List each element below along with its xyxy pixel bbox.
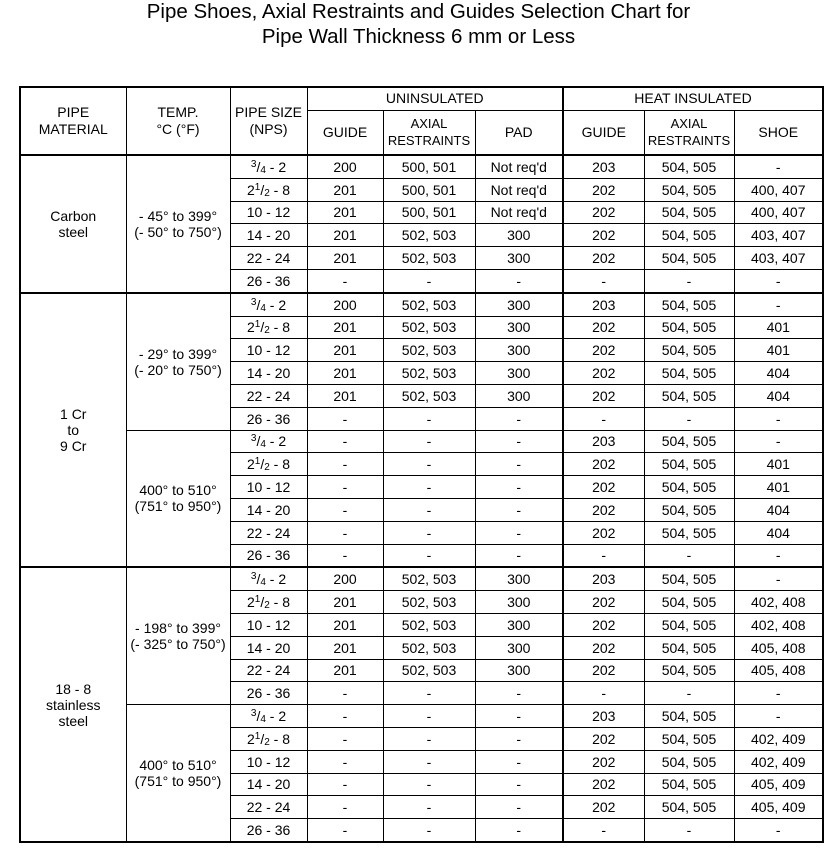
title-line-2: Pipe Wall Thickness 6 mm or Less xyxy=(261,25,576,48)
insulated-axial-cell: 504, 505 xyxy=(644,430,734,453)
pad-cell: - xyxy=(475,773,563,796)
uninsulated-guide-cell: - xyxy=(307,727,383,750)
insulated-guide-cell: 202 xyxy=(563,636,644,659)
insulated-guide-cell: - xyxy=(563,819,644,842)
shoe-cell: 404 xyxy=(734,521,823,544)
insulated-axial-cell: 504, 505 xyxy=(644,155,734,178)
pad-cell: 300 xyxy=(475,384,563,407)
insulated-guide-cell: 203 xyxy=(563,293,644,316)
insulated-guide-cell: 203 xyxy=(563,705,644,728)
uninsulated-guide-cell: - xyxy=(307,796,383,819)
header-uninsulated-axial: AXIAL RESTRAINTS xyxy=(383,110,475,155)
pipe-size-cell: 14 - 20 xyxy=(230,636,307,659)
uninsulated-axial-cell: - xyxy=(383,407,475,430)
uninsulated-guide-cell: 201 xyxy=(307,613,383,636)
pad-cell: - xyxy=(475,407,563,430)
pipe-size-cell: $2^1/_2 - 8$ xyxy=(230,178,307,201)
pipe-size-cell: $2^1/_2 - 8$ xyxy=(230,591,307,614)
insulated-axial-cell: - xyxy=(644,819,734,842)
shoe-cell: - xyxy=(734,567,823,590)
pipe-size-cell: 22 - 24 xyxy=(230,384,307,407)
header-insulated-guide: GUIDE xyxy=(563,110,644,155)
insulated-guide-cell: 202 xyxy=(563,498,644,521)
pad-cell: 300 xyxy=(475,339,563,362)
shoe-cell: - xyxy=(734,682,823,705)
uninsulated-axial-cell: - xyxy=(383,521,475,544)
shoe-cell: 402, 409 xyxy=(734,727,823,750)
pad-cell: - xyxy=(475,476,563,499)
table-row xyxy=(20,567,823,590)
uninsulated-axial-cell: - xyxy=(383,476,475,499)
insulated-axial-cell: 504, 505 xyxy=(644,201,734,224)
uninsulated-guide-cell: 200 xyxy=(307,155,383,178)
pad-cell: - xyxy=(475,453,563,476)
temp-range-cell: - 45° to 399° (- 50° to 750°) xyxy=(126,155,230,293)
pad-cell: 300 xyxy=(475,659,563,682)
insulated-guide-cell: 202 xyxy=(563,178,644,201)
insulated-guide-cell: 202 xyxy=(563,362,644,385)
insulated-guide-cell: 202 xyxy=(563,750,644,773)
uninsulated-axial-cell: 502, 503 xyxy=(383,613,475,636)
header-shoe: SHOE xyxy=(734,110,823,155)
insulated-guide-cell: 202 xyxy=(563,201,644,224)
uninsulated-guide-cell: - xyxy=(307,773,383,796)
pipe-size-cell: $^3/_4 - 2$ xyxy=(230,155,307,178)
shoe-cell: - xyxy=(734,544,823,567)
pipe-size-cell: 10 - 12 xyxy=(230,201,307,224)
header-insulated-axial: AXIAL RESTRAINTS xyxy=(644,110,734,155)
pipe-size-cell: 26 - 36 xyxy=(230,819,307,842)
uninsulated-guide-cell: 200 xyxy=(307,567,383,590)
pipe-size-cell: $^3/_4 - 2$ xyxy=(230,567,307,590)
uninsulated-axial-cell: 502, 503 xyxy=(383,567,475,590)
insulated-guide-cell: 202 xyxy=(563,316,644,339)
shoe-cell: 404 xyxy=(734,384,823,407)
uninsulated-guide-cell: - xyxy=(307,453,383,476)
uninsulated-guide-cell: 201 xyxy=(307,247,383,270)
pad-cell: 300 xyxy=(475,224,563,247)
insulated-guide-cell: 202 xyxy=(563,659,644,682)
insulated-guide-cell: 202 xyxy=(563,339,644,362)
uninsulated-axial-cell: - xyxy=(383,544,475,567)
pipe-size-cell: 26 - 36 xyxy=(230,407,307,430)
shoe-cell: 402, 409 xyxy=(734,750,823,773)
shoe-cell: 400, 407 xyxy=(734,201,823,224)
uninsulated-axial-cell: 502, 503 xyxy=(383,339,475,362)
pad-cell: 300 xyxy=(475,567,563,590)
insulated-axial-cell: 504, 505 xyxy=(644,636,734,659)
pad-cell: - xyxy=(475,705,563,728)
uninsulated-axial-cell: - xyxy=(383,796,475,819)
insulated-guide-cell: 202 xyxy=(563,773,644,796)
uninsulated-guide-cell: - xyxy=(307,476,383,499)
uninsulated-axial-cell: 502, 503 xyxy=(383,247,475,270)
insulated-guide-cell: 202 xyxy=(563,613,644,636)
shoe-cell: - xyxy=(734,155,823,178)
uninsulated-guide-cell: - xyxy=(307,498,383,521)
pipe-size-cell: $2^1/_2 - 8$ xyxy=(230,727,307,750)
material-cell: 1 Cr to 9 Cr xyxy=(20,293,126,568)
uninsulated-axial-cell: 502, 503 xyxy=(383,293,475,316)
insulated-guide-cell: 202 xyxy=(563,521,644,544)
shoe-cell: - xyxy=(734,407,823,430)
pipe-size-cell: 22 - 24 xyxy=(230,659,307,682)
uninsulated-axial-cell: 502, 503 xyxy=(383,659,475,682)
insulated-axial-cell: 504, 505 xyxy=(644,224,734,247)
shoe-cell: 401 xyxy=(734,453,823,476)
insulated-guide-cell: - xyxy=(563,682,644,705)
pad-cell: - xyxy=(475,750,563,773)
pad-cell: 300 xyxy=(475,316,563,339)
uninsulated-axial-cell: 502, 503 xyxy=(383,316,475,339)
header-temp: TEMP. °C (°F) xyxy=(126,87,230,155)
shoe-cell: 402, 408 xyxy=(734,591,823,614)
pad-cell: 300 xyxy=(475,636,563,659)
shoe-cell: 405, 409 xyxy=(734,773,823,796)
uninsulated-axial-cell: - xyxy=(383,773,475,796)
table-row xyxy=(20,430,823,453)
uninsulated-guide-cell: 201 xyxy=(307,591,383,614)
uninsulated-guide-cell: - xyxy=(307,407,383,430)
uninsulated-axial-cell: - xyxy=(383,750,475,773)
pipe-size-cell: 14 - 20 xyxy=(230,498,307,521)
uninsulated-guide-cell: - xyxy=(307,521,383,544)
selection-table xyxy=(19,86,824,843)
title-line-1: Pipe Shoes, Axial Restraints and Guides Selection Chart for xyxy=(146,0,691,23)
insulated-axial-cell: 504, 505 xyxy=(644,773,734,796)
uninsulated-axial-cell: 500, 501 xyxy=(383,201,475,224)
uninsulated-guide-cell: 201 xyxy=(307,339,383,362)
insulated-axial-cell: 504, 505 xyxy=(644,498,734,521)
uninsulated-guide-cell: 201 xyxy=(307,362,383,385)
uninsulated-guide-cell: 200 xyxy=(307,293,383,316)
uninsulated-guide-cell: - xyxy=(307,544,383,567)
header-pipe-material: PIPE MATERIAL xyxy=(20,87,126,155)
insulated-axial-cell: 504, 505 xyxy=(644,316,734,339)
pipe-size-cell: 26 - 36 xyxy=(230,682,307,705)
insulated-axial-cell: 504, 505 xyxy=(644,521,734,544)
insulated-axial-cell: - xyxy=(644,269,734,292)
uninsulated-axial-cell: 502, 503 xyxy=(383,224,475,247)
uninsulated-guide-cell: - xyxy=(307,819,383,842)
insulated-guide-cell: - xyxy=(563,269,644,292)
uninsulated-axial-cell: - xyxy=(383,682,475,705)
table-row xyxy=(20,155,823,178)
insulated-guide-cell: 202 xyxy=(563,727,644,750)
uninsulated-axial-cell: - xyxy=(383,498,475,521)
pipe-size-cell: $2^1/_2 - 8$ xyxy=(230,316,307,339)
uninsulated-guide-cell: - xyxy=(307,430,383,453)
uninsulated-axial-cell: - xyxy=(383,269,475,292)
pipe-size-cell: $2^1/_2 - 8$ xyxy=(230,453,307,476)
shoe-cell: 405, 408 xyxy=(734,636,823,659)
pipe-size-cell: $^3/_4 - 2$ xyxy=(230,705,307,728)
pipe-size-cell: 22 - 24 xyxy=(230,796,307,819)
insulated-guide-cell: 202 xyxy=(563,796,644,819)
temp-range-cell: - 198° to 399° (- 325° to 750°) xyxy=(126,567,230,704)
insulated-guide-cell: 202 xyxy=(563,247,644,270)
uninsulated-axial-cell: 502, 503 xyxy=(383,384,475,407)
insulated-axial-cell: 504, 505 xyxy=(644,591,734,614)
uninsulated-guide-cell: 201 xyxy=(307,316,383,339)
insulated-axial-cell: - xyxy=(644,682,734,705)
pad-cell: 300 xyxy=(475,293,563,316)
temp-range-cell: 400° to 510° (751° to 950°) xyxy=(126,430,230,567)
header-uninsulated-guide: GUIDE xyxy=(307,110,383,155)
pipe-size-cell: $^3/_4 - 2$ xyxy=(230,430,307,453)
pad-cell: 300 xyxy=(475,613,563,636)
insulated-guide-cell: 202 xyxy=(563,591,644,614)
pad-cell: - xyxy=(475,521,563,544)
insulated-axial-cell: 504, 505 xyxy=(644,659,734,682)
uninsulated-axial-cell: - xyxy=(383,705,475,728)
insulated-axial-cell: 504, 505 xyxy=(644,247,734,270)
pad-cell: 300 xyxy=(475,247,563,270)
pipe-size-cell: 22 - 24 xyxy=(230,521,307,544)
insulated-axial-cell: 504, 505 xyxy=(644,178,734,201)
pipe-size-cell: 14 - 20 xyxy=(230,362,307,385)
shoe-cell: 402, 408 xyxy=(734,613,823,636)
pipe-size-cell: $^3/_4 - 2$ xyxy=(230,293,307,316)
uninsulated-guide-cell: - xyxy=(307,269,383,292)
insulated-guide-cell: 203 xyxy=(563,567,644,590)
pipe-size-cell: 26 - 36 xyxy=(230,269,307,292)
insulated-axial-cell: 504, 505 xyxy=(644,384,734,407)
table-body xyxy=(20,155,823,842)
insulated-guide-cell: 202 xyxy=(563,453,644,476)
header-uninsulated: UNINSULATED xyxy=(307,87,563,110)
pad-cell: - xyxy=(475,727,563,750)
insulated-guide-cell: - xyxy=(563,544,644,567)
table-row xyxy=(20,293,823,316)
header-heat-insulated: HEAT INSULATED xyxy=(563,87,823,110)
insulated-axial-cell: 504, 505 xyxy=(644,476,734,499)
shoe-cell: 401 xyxy=(734,339,823,362)
pad-cell: - xyxy=(475,269,563,292)
material-cell: 18 - 8 stainless steel xyxy=(20,567,126,842)
shoe-cell: 404 xyxy=(734,498,823,521)
pad-cell: - xyxy=(475,544,563,567)
shoe-cell: 401 xyxy=(734,316,823,339)
pipe-size-cell: 14 - 20 xyxy=(230,773,307,796)
pad-cell: - xyxy=(475,819,563,842)
temp-range-cell: - 29° to 399° (- 20° to 750°) xyxy=(126,293,230,430)
shoe-cell: 403, 407 xyxy=(734,224,823,247)
insulated-axial-cell: 504, 505 xyxy=(644,796,734,819)
insulated-guide-cell: 202 xyxy=(563,476,644,499)
uninsulated-guide-cell: - xyxy=(307,682,383,705)
uninsulated-guide-cell: 201 xyxy=(307,224,383,247)
shoe-cell: - xyxy=(734,705,823,728)
shoe-cell: 404 xyxy=(734,362,823,385)
shoe-cell: 401 xyxy=(734,476,823,499)
pipe-size-cell: 10 - 12 xyxy=(230,476,307,499)
uninsulated-guide-cell: 201 xyxy=(307,201,383,224)
table-row xyxy=(20,705,823,728)
shoe-cell: - xyxy=(734,293,823,316)
pad-cell: - xyxy=(475,498,563,521)
temp-range-cell: 400° to 510° (751° to 950°) xyxy=(126,705,230,842)
insulated-axial-cell: 504, 505 xyxy=(644,613,734,636)
shoe-cell: 405, 409 xyxy=(734,796,823,819)
pipe-size-cell: 10 - 12 xyxy=(230,339,307,362)
uninsulated-axial-cell: - xyxy=(383,430,475,453)
uninsulated-axial-cell: 500, 501 xyxy=(383,155,475,178)
uninsulated-guide-cell: 201 xyxy=(307,384,383,407)
insulated-axial-cell: 504, 505 xyxy=(644,567,734,590)
pipe-size-cell: 22 - 24 xyxy=(230,247,307,270)
pipe-size-cell: 14 - 20 xyxy=(230,224,307,247)
insulated-axial-cell: 504, 505 xyxy=(644,362,734,385)
uninsulated-axial-cell: 502, 503 xyxy=(383,362,475,385)
pad-cell: Not req'd xyxy=(475,155,563,178)
insulated-guide-cell: 203 xyxy=(563,155,644,178)
insulated-axial-cell: - xyxy=(644,544,734,567)
uninsulated-guide-cell: 201 xyxy=(307,178,383,201)
shoe-cell: - xyxy=(734,430,823,453)
insulated-axial-cell: 504, 505 xyxy=(644,705,734,728)
pad-cell: - xyxy=(475,682,563,705)
pipe-size-cell: 10 - 12 xyxy=(230,613,307,636)
insulated-guide-cell: 202 xyxy=(563,224,644,247)
insulated-axial-cell: 504, 505 xyxy=(644,339,734,362)
pad-cell: 300 xyxy=(475,591,563,614)
header-pipe-size: PIPE SIZE (NPS) xyxy=(230,87,307,155)
pad-cell: Not req'd xyxy=(475,201,563,224)
uninsulated-axial-cell: 502, 503 xyxy=(383,636,475,659)
insulated-guide-cell: - xyxy=(563,407,644,430)
uninsulated-axial-cell: 500, 501 xyxy=(383,178,475,201)
insulated-axial-cell: 504, 505 xyxy=(644,453,734,476)
insulated-guide-cell: 202 xyxy=(563,384,644,407)
shoe-cell: 403, 407 xyxy=(734,247,823,270)
uninsulated-axial-cell: - xyxy=(383,727,475,750)
insulated-axial-cell: 504, 505 xyxy=(644,727,734,750)
pipe-size-cell: 26 - 36 xyxy=(230,544,307,567)
header-pad: PAD xyxy=(475,110,563,155)
pad-cell: Not req'd xyxy=(475,178,563,201)
insulated-guide-cell: 203 xyxy=(563,430,644,453)
pad-cell: - xyxy=(475,796,563,819)
pad-cell: - xyxy=(475,430,563,453)
shoe-cell: 400, 407 xyxy=(734,178,823,201)
insulated-axial-cell: 504, 505 xyxy=(644,293,734,316)
uninsulated-guide-cell: 201 xyxy=(307,659,383,682)
shoe-cell: 405, 408 xyxy=(734,659,823,682)
insulated-axial-cell: 504, 505 xyxy=(644,750,734,773)
pad-cell: 300 xyxy=(475,362,563,385)
uninsulated-axial-cell: - xyxy=(383,819,475,842)
shoe-cell: - xyxy=(734,819,823,842)
material-cell: Carbon steel xyxy=(20,155,126,293)
uninsulated-guide-cell: - xyxy=(307,705,383,728)
uninsulated-guide-cell: - xyxy=(307,750,383,773)
insulated-axial-cell: - xyxy=(644,407,734,430)
shoe-cell: - xyxy=(734,269,823,292)
uninsulated-axial-cell: 502, 503 xyxy=(383,591,475,614)
uninsulated-guide-cell: 201 xyxy=(307,636,383,659)
uninsulated-axial-cell: - xyxy=(383,453,475,476)
pipe-size-cell: 10 - 12 xyxy=(230,750,307,773)
